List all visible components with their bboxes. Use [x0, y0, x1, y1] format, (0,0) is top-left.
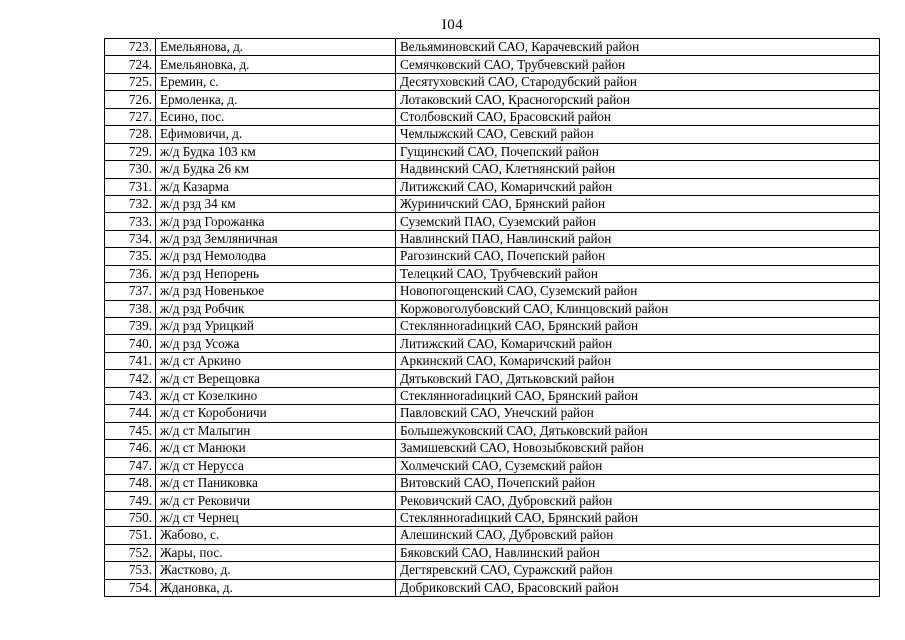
table-row [105, 161, 880, 178]
administrative-unit: Большежуковский САО, Дятьковский район [396, 422, 880, 439]
row-number: 738. [105, 300, 156, 317]
settlement-name: ж/д рзд Земляничная [156, 230, 396, 247]
row-number: 730. [105, 161, 156, 178]
administrative-unit: Стеклянноradицкий САО, Брянский район [396, 318, 880, 335]
administrative-unit: Витовский САО, Почепский район [396, 474, 880, 491]
table-row [105, 352, 880, 369]
settlement-name: Ефимовичи, д. [156, 126, 396, 143]
table-row [105, 213, 880, 230]
table-row [105, 73, 880, 90]
row-number: 749. [105, 492, 156, 509]
table-row [105, 562, 880, 579]
settlement-name: ж/д рзд 34 км [156, 195, 396, 212]
administrative-unit: Гущинский САО, Почепский район [396, 143, 880, 160]
administrative-unit: Рековичский САО, Дубровский район [396, 492, 880, 509]
table-row [105, 91, 880, 108]
administrative-unit: Суземский ПАО, Суземский район [396, 213, 880, 230]
table-row [105, 318, 880, 335]
table-row [105, 178, 880, 195]
row-number: 724. [105, 56, 156, 73]
settlement-name: ж/д ст Паниковка [156, 474, 396, 491]
administrative-unit: Алешинский САО, Дубровский район [396, 527, 880, 544]
table-row [105, 579, 880, 596]
table-row [105, 143, 880, 160]
settlement-name: ж/д рзд Немолодва [156, 248, 396, 265]
row-number: 743. [105, 387, 156, 404]
table-row [105, 527, 880, 544]
table-row [105, 544, 880, 561]
settlement-name: ж/д рзд Непорень [156, 265, 396, 282]
table-row [105, 230, 880, 247]
administrative-unit: Литижский САО, Комаричский район [396, 178, 880, 195]
table-row [105, 300, 880, 317]
administrative-unit: Надвинский САО, Клетнянский район [396, 161, 880, 178]
row-number: 727. [105, 108, 156, 125]
row-number: 735. [105, 248, 156, 265]
table-row [105, 370, 880, 387]
row-number: 742. [105, 370, 156, 387]
administrative-unit: Рагозинский САО, Почепский район [396, 248, 880, 265]
administrative-unit: Навлинский ПАО, Навлинский район [396, 230, 880, 247]
settlement-name: ж/д рзд Горожанка [156, 213, 396, 230]
settlement-name: ж/д рзд Новенькое [156, 283, 396, 300]
row-number: 734. [105, 230, 156, 247]
table-row [105, 335, 880, 352]
settlement-name: Еремин, с. [156, 73, 396, 90]
administrative-unit: Вельяминовский САО, Карачевский район [396, 39, 880, 56]
administrative-unit: Журиничский САО, Брянский район [396, 195, 880, 212]
administrative-unit: Семячковский САО, Трубчевский район [396, 56, 880, 73]
row-number: 744. [105, 405, 156, 422]
row-number: 731. [105, 178, 156, 195]
row-number: 753. [105, 562, 156, 579]
row-number: 740. [105, 335, 156, 352]
settlement-name: ж/д Будка 103 км [156, 143, 396, 160]
row-number: 737. [105, 283, 156, 300]
table-row [105, 405, 880, 422]
administrative-unit: Павловский САО, Унечский район [396, 405, 880, 422]
row-number: 754. [105, 579, 156, 596]
administrative-unit: Аркинский САО, Комаричский район [396, 352, 880, 369]
table-row [105, 440, 880, 457]
row-number: 745. [105, 422, 156, 439]
table-row [105, 248, 880, 265]
administrative-unit: Дятьковский ГАО, Дятьковский район [396, 370, 880, 387]
settlement-name: ж/д рзд Робчик [156, 300, 396, 317]
table-row [105, 509, 880, 526]
row-number: 747. [105, 457, 156, 474]
administrative-unit: Бяковский САО, Навлинский район [396, 544, 880, 561]
row-number: 751. [105, 527, 156, 544]
settlement-name: ж/д рзд Урицкий [156, 318, 396, 335]
administrative-unit: Стеклянноradицкий САО, Брянский район [396, 387, 880, 404]
row-number: 748. [105, 474, 156, 491]
settlement-name: ж/д ст Верещовка [156, 370, 396, 387]
administrative-unit: Замишевский САО, Новозыбковский район [396, 440, 880, 457]
settlement-name: Емельяновка, д. [156, 56, 396, 73]
settlements-table-body [105, 39, 880, 597]
table-row [105, 474, 880, 491]
settlement-name: ж/д ст Аркино [156, 352, 396, 369]
settlement-name: Ермоленка, д. [156, 91, 396, 108]
table-row [105, 108, 880, 125]
administrative-unit: Лотаковский САО, Красногорский район [396, 91, 880, 108]
table-row [105, 126, 880, 143]
settlement-name: ж/д ст Козелкино [156, 387, 396, 404]
settlement-name: ж/д ст Малыгин [156, 422, 396, 439]
administrative-unit: Холмечский САО, Суземский район [396, 457, 880, 474]
row-number: 750. [105, 509, 156, 526]
table-row [105, 56, 880, 73]
settlement-name: Жастково, д. [156, 562, 396, 579]
administrative-unit: Столбовский САО, Брасовский район [396, 108, 880, 125]
table-row [105, 283, 880, 300]
table-row [105, 422, 880, 439]
row-number: 739. [105, 318, 156, 335]
administrative-unit: Добриковский САО, Брасовский район [396, 579, 880, 596]
settlement-name: ж/д ст Коробоничи [156, 405, 396, 422]
settlements-table [104, 38, 880, 597]
row-number: 736. [105, 265, 156, 282]
settlement-name: ж/д Будка 26 км [156, 161, 396, 178]
row-number: 725. [105, 73, 156, 90]
settlement-name: Есино, пос. [156, 108, 396, 125]
administrative-unit: Дегтяревский САО, Суражский район [396, 562, 880, 579]
settlement-name: ж/д ст Манюки [156, 440, 396, 457]
settlement-name: ж/д рзд Усожа [156, 335, 396, 352]
row-number: 728. [105, 126, 156, 143]
row-number: 723. [105, 39, 156, 56]
settlement-name: ж/д ст Нерусса [156, 457, 396, 474]
row-number: 733. [105, 213, 156, 230]
table-row [105, 265, 880, 282]
administrative-unit: Телецкий САО, Трубчевский район [396, 265, 880, 282]
settlement-name: Ждановка, д. [156, 579, 396, 596]
table-row [105, 492, 880, 509]
table-row [105, 387, 880, 404]
settlement-name: Жары, пос. [156, 544, 396, 561]
row-number: 746. [105, 440, 156, 457]
administrative-unit: Новопогощенский САО, Суземский район [396, 283, 880, 300]
settlement-name: ж/д Казарма [156, 178, 396, 195]
settlement-name: ж/д ст Чернец [156, 509, 396, 526]
row-number: 729. [105, 143, 156, 160]
table-row [105, 39, 880, 56]
settlement-name: ж/д ст Рековичи [156, 492, 396, 509]
page-number: I04 [441, 17, 464, 33]
administrative-unit: Десятуховский САО, Стародубский район [396, 73, 880, 90]
administrative-unit: Стеклянноradицкий САО, Брянский район [396, 509, 880, 526]
table-row [105, 195, 880, 212]
row-number: 741. [105, 352, 156, 369]
row-number: 732. [105, 195, 156, 212]
row-number: 726. [105, 91, 156, 108]
settlement-name: Емельянова, д. [156, 39, 396, 56]
settlement-name: Жабово, с. [156, 527, 396, 544]
administrative-unit: Чемлыжский САО, Севский район [396, 126, 880, 143]
administrative-unit: Коржовоголубовский САО, Клинцовский район [396, 300, 880, 317]
table-row [105, 457, 880, 474]
row-number: 752. [105, 544, 156, 561]
administrative-unit: Литижский САО, Комаричский район [396, 335, 880, 352]
